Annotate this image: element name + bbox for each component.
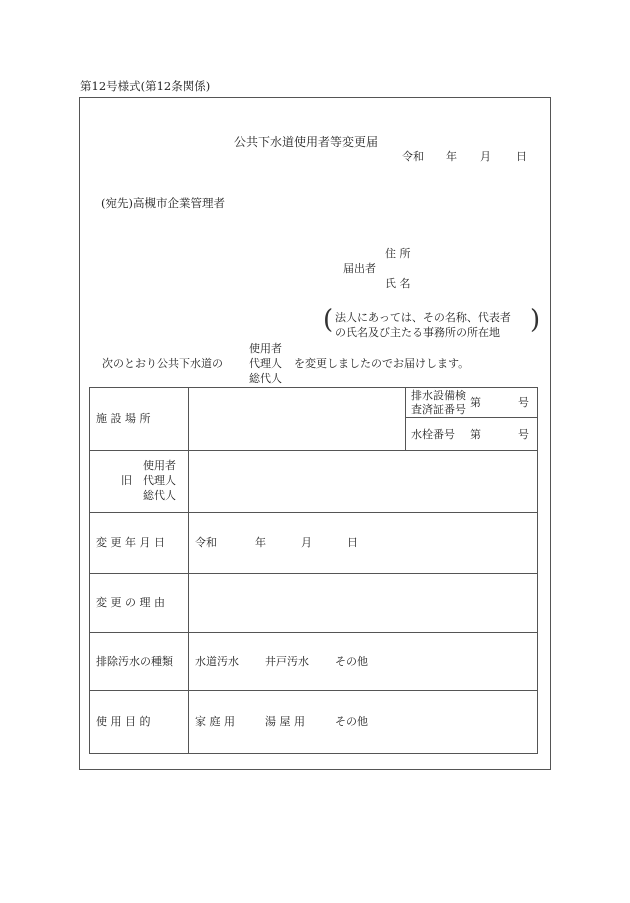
row-divider — [89, 573, 538, 574]
inspection-no-suffix: 号 — [518, 396, 529, 409]
reason-label: 変 更 の 理 由 — [96, 596, 165, 609]
form-title: 公共下水道使用者等変更届 — [234, 135, 379, 149]
note-right-bracket-icon: ) — [530, 305, 541, 335]
change-date-label: 変 更 年 月 日 — [96, 536, 165, 549]
change-date-year: 年 — [255, 536, 266, 549]
purpose-option-household: 家 庭 用 — [195, 715, 235, 728]
old-role-user: 使用者 — [143, 459, 176, 472]
note-left-bracket-icon: ( — [323, 305, 334, 335]
purpose-label: 使 用 目 的 — [96, 715, 151, 728]
inspection-no-prefix: 第 — [470, 396, 481, 409]
address-label: 住 所 — [385, 247, 411, 260]
old-role-agent: 代理人 — [143, 474, 176, 487]
sewage-option-water: 水道汚水 — [195, 655, 239, 668]
purpose-option-bathhouse: 湯 屋 用 — [265, 715, 305, 728]
notifier-label: 届出者 — [343, 262, 376, 275]
statement-prefix: 次のとおり公共下水道の — [102, 357, 223, 370]
inspection-label-line1: 排水設備検 — [411, 389, 466, 402]
date-month: 月 — [480, 150, 491, 163]
sewage-option-other: その他 — [335, 655, 368, 668]
statement-suffix: を変更しましたのでお届けします。 — [294, 357, 470, 370]
meter-label: 水栓番号 — [411, 428, 455, 441]
row-divider — [89, 632, 538, 633]
label-column-divider — [188, 387, 189, 754]
sewage-option-well: 井戸汚水 — [265, 655, 309, 668]
row-divider — [89, 450, 538, 451]
row-divider — [89, 690, 538, 691]
statement-role-user: 使用者 — [249, 342, 282, 355]
meter-no-prefix: 第 — [470, 428, 481, 441]
purpose-option-other: その他 — [335, 715, 368, 728]
change-date-month: 月 — [301, 536, 312, 549]
facility-sub-divider — [405, 417, 538, 418]
statement-role-agent: 代理人 — [249, 357, 282, 370]
name-label: 氏 名 — [385, 277, 411, 290]
note-line-2: の氏名及び主たる事務所の所在地 — [335, 326, 500, 339]
change-date-day: 日 — [347, 536, 358, 549]
facility-label: 施 設 場 所 — [96, 412, 151, 425]
row-divider — [89, 512, 538, 513]
meter-no-suffix: 号 — [518, 428, 529, 441]
old-role-representative: 総代人 — [143, 489, 176, 502]
note-line-1: 法人にあっては、その名称、代表者 — [335, 311, 511, 324]
facility-column-divider — [405, 387, 406, 450]
addressee: (宛先)高槻市企業管理者 — [101, 196, 225, 210]
change-date-era: 令和 — [195, 536, 217, 549]
statement-role-representative: 総代人 — [249, 372, 282, 385]
sewage-type-label: 排除汚水の種類 — [96, 655, 173, 668]
inspection-label-line2: 査済証番号 — [411, 403, 466, 416]
old-prefix: 旧 — [121, 474, 132, 487]
form-number: 第12号様式(第12条関係) — [80, 79, 211, 93]
form-table — [89, 387, 538, 754]
date-era: 令和 — [402, 150, 424, 163]
date-year: 年 — [446, 150, 457, 163]
date-day: 日 — [516, 150, 527, 163]
